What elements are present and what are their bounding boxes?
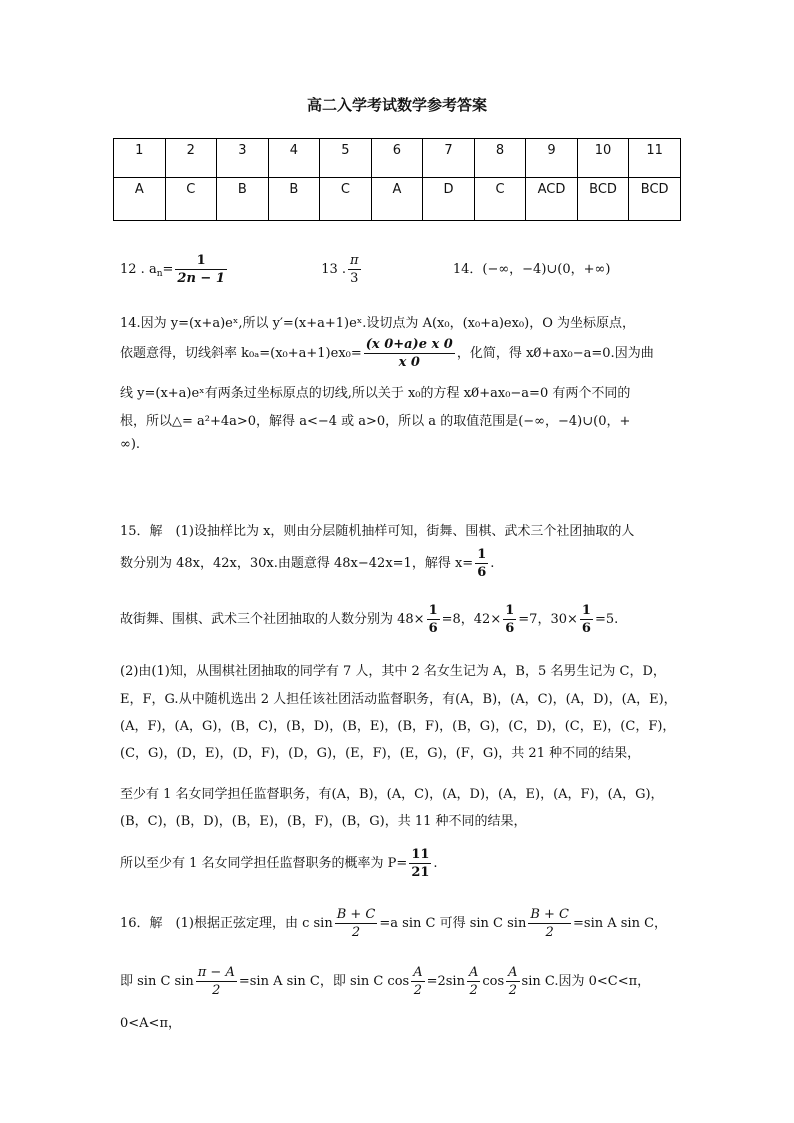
q12-equals: = (162, 262, 174, 277)
question-number-cell: 11 (629, 139, 681, 178)
question-number-cell: 3 (217, 139, 269, 178)
q16-line-2 (120, 964, 650, 999)
q15-line-4: (2)由(1)知，从围棋社团抽取的同学有 7 人，其中 2 名女生记为 A，B，5 名男生记为 C，D， (120, 664, 666, 679)
q16-fraction-4-numerator: A (413, 965, 423, 980)
q16-fraction-2-denominator: 2 (545, 925, 554, 940)
q15-line-9: (B，C)，(B，D)，(B，E)，(B，F)，(B，G)，共 11 种不同的结果， (120, 814, 527, 829)
q15-line-1: 15．解 (1)设抽样比为 x，则由分层随机抽样可知，街舞、围棋、武术三个社团抽取的人 (120, 524, 635, 539)
answer-cell: C (165, 178, 217, 221)
q15-fraction-c (580, 602, 593, 637)
question-number-cell: 10 (577, 139, 629, 178)
q16-fraction-6 (506, 964, 519, 999)
q16-line-1 (120, 906, 667, 941)
q12-denominator: 2n − 1 (177, 271, 225, 286)
q15-line-3-b: =8，42× (441, 612, 502, 627)
q14-line-1: 14.因为 y=(x+a)eˣ,所以 y′=(x+a+1)eˣ.设切点为 A(x₀，(x₀+a)ex₀)，O 为坐标原点， (120, 316, 635, 331)
q15-ratio-denominator: 6 (477, 565, 487, 580)
question-number-cell: 7 (423, 139, 475, 178)
q15-line-8: 至少有 1 名女同学担任监督职务，有(A，B)，(A，C)，(A，D)，(A，E)，(A，F)，(A，G)， (120, 787, 664, 802)
q16-fraction-3-numerator: π − A (197, 965, 235, 980)
q15-line-3-d: =5. (594, 612, 619, 627)
q15-fraction-a-numerator: 1 (428, 603, 438, 618)
q15-line-10-end: . (433, 856, 438, 871)
q15-fraction-a (427, 602, 440, 637)
q14-line-3: 线 y=(x+a)eˣ有两条过坐标原点的切线,所以关于 x₀的方程 x0̸+ax₀−a=0 有两个不同的 (120, 386, 631, 401)
answer-cell: BCD (629, 178, 681, 221)
answer-cell: C (474, 178, 526, 221)
question-number-cell: 4 (268, 139, 320, 178)
answer-cell: B (268, 178, 320, 221)
q15-line-3-a: 故街舞、围棋、武术三个社团抽取的人数分别为 48× (120, 612, 425, 627)
q12-fraction (175, 252, 227, 287)
q16-fraction-1 (335, 906, 378, 941)
q15-probability-denominator: 21 (411, 865, 430, 880)
q15-line-10-start: 所以至少有 1 名女同学担任监督职务的概率为 P= (120, 856, 408, 871)
q15-ratio-fraction (475, 546, 488, 581)
answer-cell: A (114, 178, 166, 221)
q13-numerator: π (350, 253, 359, 268)
q16-line-2-e: sin C.因为 0<C<π， (521, 974, 651, 989)
q15-probability-fraction (409, 846, 431, 881)
q16-fraction-6-denominator: 2 (508, 983, 517, 998)
q15-fraction-c-numerator: 1 (581, 603, 591, 618)
page-title: 高二入学考试数学参考答案 (306, 96, 487, 114)
question-number-cell: 5 (320, 139, 372, 178)
question-number-cell: 1 (114, 139, 166, 178)
q16-fraction-2 (528, 906, 571, 941)
q16-line-1-a: 16．解 (1)根据正弦定理，由 c sin (120, 916, 333, 931)
q15-line-7: (C，G)，(D，E)，(D，F)，(D，G)，(E，F)，(E，G)，(F，G)，共 21 种不同的结果， (120, 746, 641, 761)
q14-line-4: 根，所以△= a²+4a>0，解得 a<−4 或 a>0，所以 a 的取值范围是(−∞，−4)∪(0，+ (120, 414, 631, 429)
answer-cell: B (217, 178, 269, 221)
answer-row (114, 178, 681, 221)
q15-probability-numerator: 11 (411, 847, 430, 862)
q16-fraction-4-denominator: 2 (413, 983, 423, 998)
question-number-cell: 6 (371, 139, 423, 178)
answer-cell: C (320, 178, 372, 221)
q14-line-2-end: ，化简，得 x0̸+ax₀−a=0.因为曲 (456, 346, 654, 361)
question-number-cell: 9 (526, 139, 578, 178)
q14-line-2-start: 依题意得，切线斜率 k₀ₐ=(x₀+a+1)ex₀= (120, 346, 362, 361)
question-number-cell: 8 (474, 139, 526, 178)
q15-fraction-b-denominator: 6 (505, 621, 515, 636)
q15-fraction-b (503, 602, 516, 637)
q16-fraction-3-denominator: 2 (212, 983, 221, 998)
q15-line-2-start: 数分别为 48x，42x，30x.由题意得 48x−42x=1，解得 x= (120, 556, 474, 571)
q14-line-2 (120, 336, 654, 371)
q15-line-2-end: . (490, 556, 495, 571)
q14-slope-numerator: (x 0+a)e x 0 (365, 337, 453, 352)
q15-fraction-b-numerator: 1 (505, 603, 515, 618)
q16-fraction-5 (467, 964, 480, 999)
q14-slope-fraction (364, 336, 455, 371)
q15-line-2 (120, 546, 494, 581)
q16-fraction-1-numerator: B + C (336, 907, 376, 922)
fill-blank-answers (120, 252, 610, 287)
q14-line-5: ∞). (120, 437, 141, 452)
q15-line-10 (120, 846, 438, 881)
q13-denominator: 3 (350, 271, 359, 286)
q15-line-6: (A，F)，(A，G)，(B，C)，(B，D)，(B，E)，(B，F)，(B，G)，(C，D)，(C，E)，(C，F)， (120, 719, 676, 734)
q16-fraction-4 (411, 964, 424, 999)
q15-fraction-c-denominator: 6 (581, 621, 591, 636)
question-number-cell: 2 (165, 139, 217, 178)
q16-line-2-b: =sin A sin C，即 sin C cos (238, 974, 410, 989)
q15-line-3-c: =7，30× (518, 612, 578, 627)
answer-cell: ACD (526, 178, 578, 221)
q12-label: 12 . a (120, 262, 157, 277)
q15-fraction-a-denominator: 6 (428, 621, 438, 636)
q13-fraction (348, 252, 361, 287)
q15-line-3 (120, 602, 618, 637)
q14-answer: 14．(−∞，−4)∪(0，+∞) (452, 262, 611, 277)
q16-fraction-3 (196, 964, 237, 999)
q13-label: 13 . (321, 262, 346, 277)
q16-line-3: 0<A<π， (120, 1016, 181, 1031)
q16-fraction-1-denominator: 2 (351, 925, 361, 940)
q16-line-2-a: 即 sin C sin (120, 974, 194, 989)
answer-cell: A (371, 178, 423, 221)
q16-line-1-c: =sin A sin C， (573, 916, 668, 931)
answer-cell: BCD (577, 178, 629, 221)
q16-fraction-6-numerator: A (508, 965, 518, 980)
q16-line-2-d: cos (482, 974, 505, 989)
q16-line-2-c: =2sin (426, 974, 465, 989)
question-number-row (114, 139, 681, 178)
q16-fraction-5-denominator: 2 (469, 983, 478, 998)
q16-fraction-2-numerator: B + C (530, 907, 569, 922)
q12-numerator: 1 (175, 252, 227, 270)
q12-subscript: n (156, 269, 163, 279)
answer-cell: D (423, 178, 475, 221)
q16-line-1-b: =a sin C 可得 sin C sin (379, 916, 527, 931)
q14-slope-denominator: x 0 (398, 355, 420, 370)
q16-fraction-5-numerator: A (468, 965, 479, 980)
answer-table (113, 138, 681, 221)
q15-line-5: E，F，G.从中随机选出 2 人担任该社团活动监督职务，有(A，B)，(A，C)，(A，D)，(A，E)， (120, 692, 677, 707)
q15-ratio-numerator: 1 (477, 547, 487, 562)
